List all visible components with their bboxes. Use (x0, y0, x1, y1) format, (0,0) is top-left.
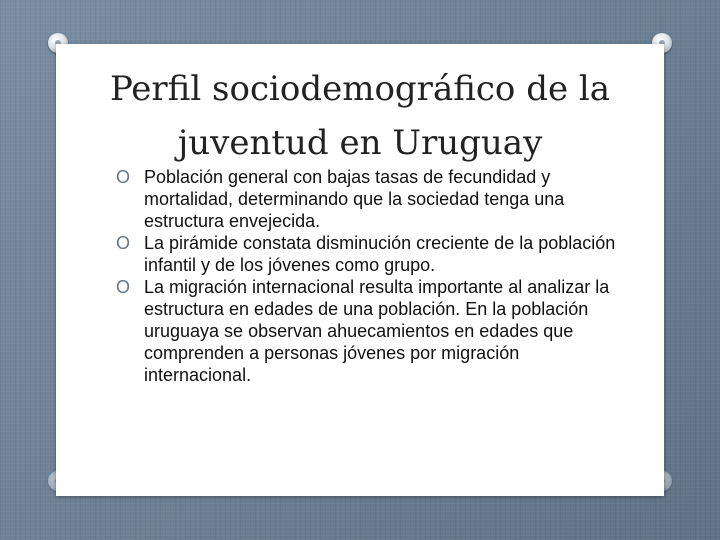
bullet-text: La pirámide constata disminución creciente de la población infantil y de los jóvenes como grupo. (144, 233, 616, 275)
bullet-marker-icon: O (116, 277, 131, 297)
bullet-item (116, 276, 616, 386)
bullet-item (116, 232, 616, 276)
slide-title-line: Perfil sociodemográfico de la (109, 69, 611, 109)
bullet-marker-icon: O (116, 233, 131, 253)
bullet-list (116, 166, 616, 386)
bullet-text: Población general con bajas tasas de fecundidad y mortalidad, determinando que la sociedad tenga una estructura envejecida. (144, 167, 565, 231)
slide-title (56, 62, 664, 170)
bullet-text: La migración internacional resulta importante al analizar la estructura en edades de una población. En la población uruguaya se observan ahuecamientos en edades que comprenden a personas jóvenes por migración internacional. (144, 277, 610, 385)
slide-title-line: juventud en Uruguay (177, 123, 543, 163)
bullet-marker-icon: O (116, 167, 131, 187)
bullet-item (116, 166, 616, 232)
